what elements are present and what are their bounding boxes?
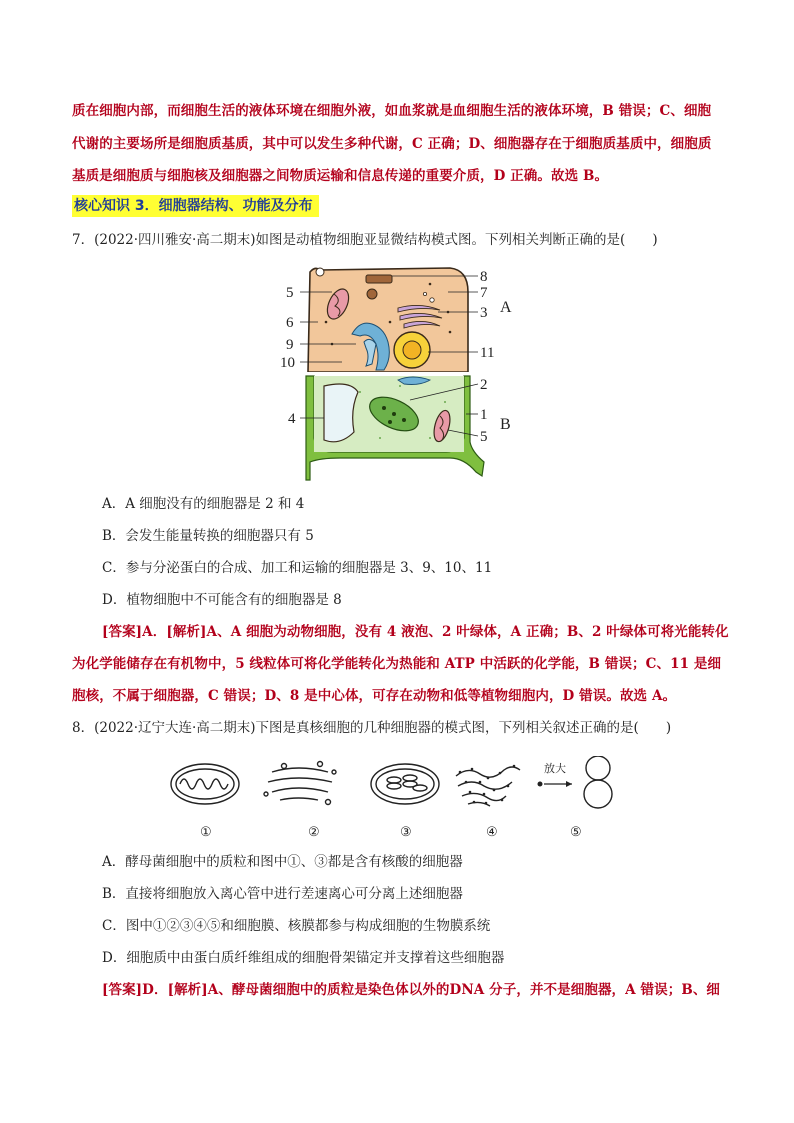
- q7-answer-line-3: 胞核，不属于细胞器，C 错误；D、8 是中心体，可存在动物和低等植物细胞内，D 错误。故选 A。: [72, 688, 677, 704]
- label-cell-a: A: [500, 299, 512, 316]
- figure-label-2: ②: [308, 824, 320, 839]
- golgi-figure-icon: [268, 768, 332, 800]
- q7-option-a: A．A 细胞没有的细胞器是 2 和 4: [102, 496, 305, 512]
- q8-option-a: A．酵母菌细胞中的质粒和图中①、③都是含有核酸的细胞器: [102, 854, 463, 870]
- cell-diagram: [280, 262, 530, 484]
- section-heading: 核心知识 3．细胞器结构、功能及分布: [72, 195, 319, 217]
- intro-line-1: 质在细胞内部，而细胞生活的液体环境在细胞外液，如血浆就是血细胞生活的液体环境，B 错误；C、细胞: [72, 103, 712, 119]
- centriole-icon: [366, 275, 392, 283]
- centrosome-figure-icon: [584, 756, 612, 808]
- q7-answer-line-1: [答案]A．[解析]A、A 细胞为动物细胞，没有 4 液泡、2 叶绿体，A 正确；B、2 叶绿体可将光能转化: [102, 624, 729, 640]
- q8-stem: 8．(2022·辽宁大连·高二期末)下图是真核细胞的几种细胞器的模式图，下列相关叙述正确的是( ): [72, 720, 672, 736]
- label-8: 8: [480, 269, 488, 285]
- label-9: 9: [286, 337, 294, 353]
- label-5-top: 5: [286, 285, 294, 301]
- mitochondrion-figure-icon: [171, 764, 239, 804]
- label-2: 2: [480, 377, 488, 393]
- golgi-icon: [398, 305, 442, 328]
- q8-option-c: C．图中①②③④⑤和细胞膜、核膜都参与构成细胞的生物膜系统: [102, 918, 491, 934]
- label-cell-b: B: [500, 416, 511, 433]
- zoom-label: 放大: [544, 763, 566, 775]
- organelle-figure: [168, 756, 628, 842]
- figure-label-1: ①: [200, 824, 212, 839]
- intro-line-2: 代谢的主要场所是细胞质基质，其中可以发生多种代谢，C 正确；D、细胞器存在于细胞质基质中，细胞质: [72, 136, 712, 152]
- chloroplast-figure-icon: [371, 764, 439, 804]
- q8-option-b: B．直接将细胞放入离心管中进行差速离心可分离上述细胞器: [102, 886, 463, 902]
- q8-option-d: D．细胞质中由蛋白质纤维组成的细胞骨架锚定并支撑着这些细胞器: [102, 950, 505, 966]
- q7-option-c: C．参与分泌蛋白的合成、加工和运输的细胞器是 3、9、10、11: [102, 560, 493, 576]
- intro-line-3: 基质是细胞质与细胞核及细胞器之间物质运输和信息传递的重要介质，D 正确。故选 B。: [72, 168, 609, 184]
- q7-stem: 7．(2022·四川雅安·高二期末)如图是动植物细胞亚显微结构模式图。下列相关判断正确的是( ): [72, 232, 658, 248]
- label-3: 3: [480, 305, 488, 321]
- figure-label-3: ③: [400, 824, 412, 839]
- q8-answer-line-1: [答案]D．[解析]A、酵母菌细胞中的质粒是染色体以外的DNA 分子，并不是细胞器，A 错误；B、细: [102, 982, 721, 998]
- figure-label-5: ⑤: [570, 824, 582, 839]
- label-11: 11: [480, 345, 495, 361]
- figure-label-4: ④: [486, 824, 498, 839]
- label-4: 4: [288, 411, 296, 427]
- label-10: 10: [280, 355, 295, 371]
- label-1: 1: [480, 407, 488, 423]
- label-5-bottom: 5: [480, 429, 488, 445]
- vacuole-icon: [324, 384, 358, 442]
- er-figure-icon: [456, 767, 520, 806]
- label-6: 6: [286, 315, 294, 331]
- q7-answer-line-2: 为化学能储存在有机物中，5 线粒体可将化学能转化为热能和 ATP 中活跃的化学能，B 错误；C、11 是细: [72, 656, 722, 672]
- q7-option-b: B．会发生能量转换的细胞器只有 5: [102, 528, 314, 544]
- label-7: 7: [480, 285, 488, 301]
- q7-option-d: D．植物细胞中不可能含有的细胞器是 8: [102, 592, 342, 608]
